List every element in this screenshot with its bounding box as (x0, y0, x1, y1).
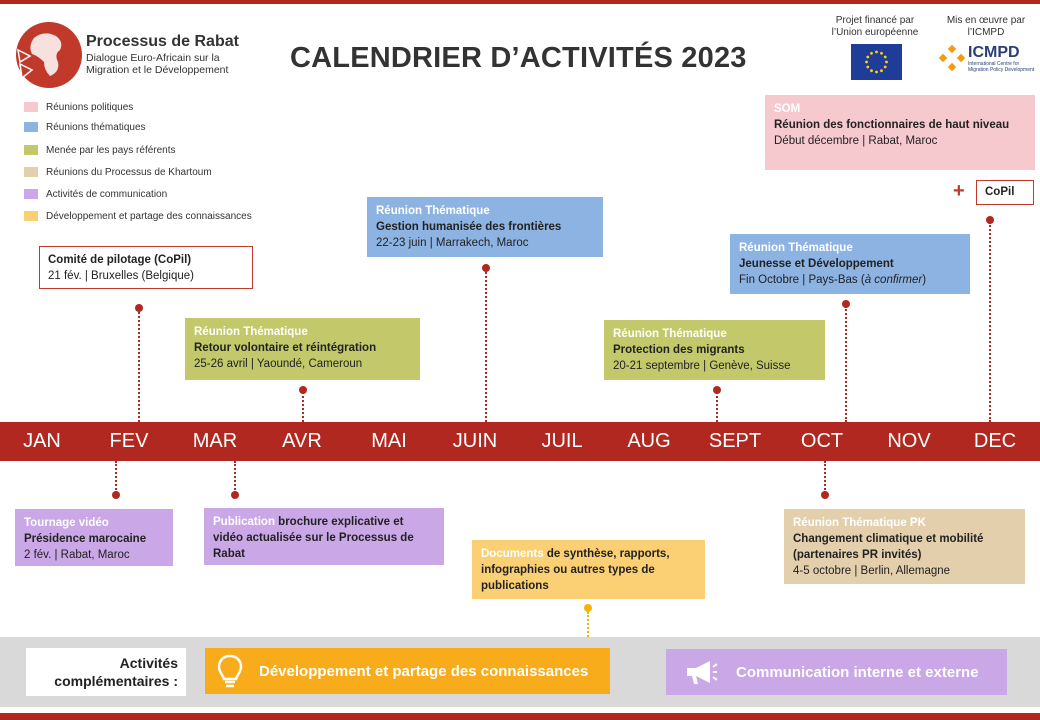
eu-funding-label: Projet financé par l’Union européenne (831, 15, 919, 38)
timeline-dot (842, 300, 850, 308)
event-detail: 21 fév. | Bruxelles (Belgique) (48, 270, 194, 282)
connector-line (587, 612, 589, 637)
event-detail: 2 fév. | Rabat, Maroc (24, 549, 130, 561)
legend-item (24, 187, 167, 201)
event-climat (784, 509, 1025, 584)
event-title: Gestion humanisée des frontières (376, 221, 562, 233)
connector-line (716, 392, 718, 422)
event-kicker: Réunion Thématique PK (793, 517, 926, 529)
timeline-dot (986, 216, 994, 224)
month-oct: OCT (800, 430, 844, 452)
legend-label: Réunions du Processus de Khartoum (46, 166, 212, 178)
connector-line (845, 306, 847, 422)
event-kicker: Publication (213, 516, 275, 528)
connector-line (485, 272, 487, 422)
month-apr: AVR (282, 430, 322, 452)
legend-swatch (24, 211, 38, 221)
connector-line (234, 461, 236, 493)
plus-icon: + (953, 180, 965, 202)
connector-line (302, 392, 304, 422)
month-may: MAI (371, 430, 407, 452)
timeline-dot (231, 491, 239, 499)
icmpd-logo-icon (938, 44, 966, 72)
legend-swatch (24, 189, 38, 199)
org-subtitle: Dialogue Euro-Africain sur la Migration et le Développement (86, 52, 229, 76)
event-kicker: Réunion Thématique (613, 328, 727, 340)
timeline-dot (135, 304, 143, 312)
knowledge-pill (205, 648, 610, 694)
month-feb: FEV (109, 430, 149, 452)
event-title: Présidence marocaine (24, 533, 147, 545)
event-protection (604, 320, 825, 380)
month-aug: AUG (627, 430, 671, 452)
event-kicker: Réunion Thématique (194, 326, 308, 338)
legend-item (24, 165, 212, 179)
timeline-dot (299, 386, 307, 394)
month-jun: JUIN (452, 430, 498, 452)
event-copil-feb (39, 246, 253, 289)
event-title: Réunion des fonctionnaires de haut niveau (774, 119, 1010, 131)
month-nov: NOV (887, 430, 931, 452)
icmpd-name: ICMPD (968, 44, 1020, 61)
event-frontieres (367, 197, 603, 257)
month-mar: MAR (192, 430, 238, 452)
eu-flag-icon (851, 44, 902, 80)
page-title: CALENDRIER D’ACTIVITÉS 2023 (290, 42, 747, 74)
legend-swatch (24, 145, 38, 155)
legend-item (24, 120, 146, 134)
event-kicker: SOM (774, 103, 801, 115)
timeline-dot (821, 491, 829, 499)
complementary-label: Activités complémentaires : (26, 648, 186, 696)
top-accent-bar (0, 0, 1040, 4)
legend-label: Réunions politiques (46, 101, 134, 113)
event-jeunesse (730, 234, 970, 294)
timeline-dot (713, 386, 721, 394)
legend-label: Réunions thématiques (46, 121, 146, 133)
event-title: Comité de pilotage (CoPil) (48, 254, 192, 266)
month-jan: JAN (23, 430, 61, 452)
connector-line (115, 461, 117, 493)
megaphone-icon (684, 658, 718, 686)
event-publication (204, 508, 444, 565)
event-title: brochure explicative et vidéo actualisée sur le Processus de Rabat (213, 516, 414, 560)
event-detail: 4-5 octobre | Berlin, Allemagne (793, 565, 951, 577)
legend-label: Activités de communication (46, 188, 168, 200)
event-detail-italic: à confirmer (864, 274, 923, 286)
communication-label: Communication interne et externe (736, 663, 979, 681)
legend-label: Menée par les pays référents (46, 144, 176, 156)
connector-line (989, 222, 991, 422)
knowledge-label: Développement et partage des connaissances (259, 662, 589, 680)
legend-swatch (24, 122, 38, 132)
legend-swatch (24, 167, 38, 177)
event-detail: 22-23 juin | Marrakech, Maroc (376, 237, 529, 249)
event-copil-dec: CoPil (976, 180, 1034, 205)
legend-swatch (24, 102, 38, 112)
connector-line (824, 461, 826, 493)
event-kicker: Réunion Thématique (739, 242, 853, 254)
event-retour (185, 318, 420, 380)
globe-logo-icon (14, 20, 84, 90)
timeline-dot (482, 264, 490, 272)
event-detail: Début décembre | Rabat, Maroc (774, 135, 938, 147)
lightbulb-icon (217, 654, 243, 688)
event-title: Retour volontaire et réintégration (194, 342, 377, 354)
event-title: Changement climatique et mobilité (partenaires PR invités) (793, 533, 984, 561)
timeline-dot (584, 604, 592, 612)
legend-item (24, 100, 133, 114)
event-detail: 25-26 avril | Yaoundé, Cameroun (194, 358, 363, 370)
event-detail-text: ) (922, 274, 927, 286)
timeline-dot (112, 491, 120, 499)
event-documents (472, 540, 705, 599)
communication-pill (666, 649, 1007, 695)
event-kicker: Tournage vidéo (24, 517, 109, 529)
org-name: Processus de Rabat (86, 33, 239, 50)
legend-item (24, 209, 252, 223)
event-detail: 20-21 septembre | Genève, Suisse (613, 360, 791, 372)
event-title: Jeunesse et Développement (739, 258, 894, 270)
legend-label: Développement et partage des connaissances (46, 210, 252, 222)
month-jul: JUIL (541, 430, 583, 452)
connector-line (138, 308, 140, 422)
legend-item (24, 143, 176, 157)
icmpd-tagline: International Centre for Migration Policy Development (968, 61, 1035, 73)
event-tournage (15, 509, 173, 566)
event-kicker: Réunion Thématique (376, 205, 490, 217)
event-detail (739, 272, 961, 288)
event-title: de synthèse, rapports, infographies ou autres types de publications (481, 548, 670, 592)
icmpd-implementation-label: Mis en œuvre par l’ICMPD (946, 15, 1026, 38)
event-som (765, 95, 1035, 170)
event-title: Protection des migrants (613, 344, 745, 356)
event-kicker: Documents (481, 548, 544, 560)
bottom-accent-bar (0, 713, 1040, 720)
month-sep: SEPT (708, 430, 762, 452)
event-detail-text: Fin Octobre | Pays-Bas ( (739, 274, 865, 286)
month-dec: DEC (973, 430, 1017, 452)
